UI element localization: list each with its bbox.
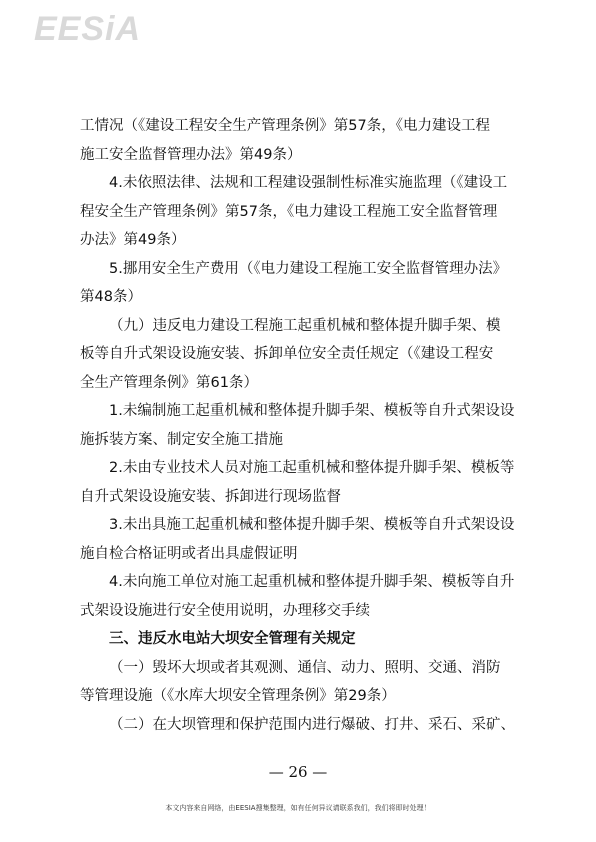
text-line: 5.挪用安全生产费用（《电力建设工程施工安全监督管理办法》 [109, 260, 508, 277]
text-line: （九）违反电力建设工程施工起重机械和整体提升脚手架、模 [109, 317, 501, 334]
text-line: 3.未出具施工起重机械和整体提升脚手架、模板等自升式架设设 [109, 517, 515, 533]
text-line: 办法》第49条） [80, 232, 186, 248]
document-body [80, 112, 525, 739]
text-line: 4.未依照法律、法规和工程建设强制性标准实施监理（《建设工 [109, 175, 508, 191]
text-line: 板等自升式架设设施安装、拆卸单位安全责任规定（《建设工程安 [80, 346, 494, 362]
text-line: 自升式架设设施安装、拆卸进行现场监督 [80, 488, 341, 505]
text-line: 1.未编制施工起重机械和整体提升脚手架、模板等自升式架设设 [109, 403, 515, 419]
text-line: 施拆装方案、制定安全施工措施 [80, 431, 283, 448]
text-line: 工情况（《建设工程安全生产管理条例》第57条，《电力建设工程 [80, 118, 490, 134]
text-line: 全生产管理条例》第61条） [80, 374, 258, 391]
text-line: 第48条） [80, 289, 142, 305]
text-line: 施自检合格证明或者出具虚假证明 [80, 545, 298, 562]
text-line: 等管理设施（《水库大坝安全管理条例》第29条） [80, 688, 396, 704]
footer-notice: 本文内容来自网络，由EESIA搜集整理，如有任何异议请联系我们，我们将即时处理！ [165, 804, 431, 812]
text-line: （二）在大坝管理和保护范围内进行爆破、打井、采石、采矿、 [109, 716, 515, 733]
page-number: — 26 — [268, 763, 328, 781]
text-line: （一）毁坏大坝或者其观测、通信、动力、照明、交通、消防 [109, 659, 501, 676]
text-line: 施工安全监督管理办法》第49条） [80, 146, 302, 163]
text-line: 式架设设施进行安全使用说明，办理移交手续 [80, 602, 370, 619]
text-line: 程安全生产管理条例》第57条，《电力建设工程施工安全监督管理 [80, 203, 498, 220]
section-heading: 三、违反水电站大坝安全管理有关规定 [109, 631, 356, 647]
eesia-logo: EESiA [34, 10, 142, 48]
text-line: 4.未向施工单位对施工起重机械和整体提升脚手架、模板等自升 [109, 574, 515, 590]
text-line: 2.未由专业技术人员对施工起重机械和整体提升脚手架、模板等 [109, 460, 515, 476]
